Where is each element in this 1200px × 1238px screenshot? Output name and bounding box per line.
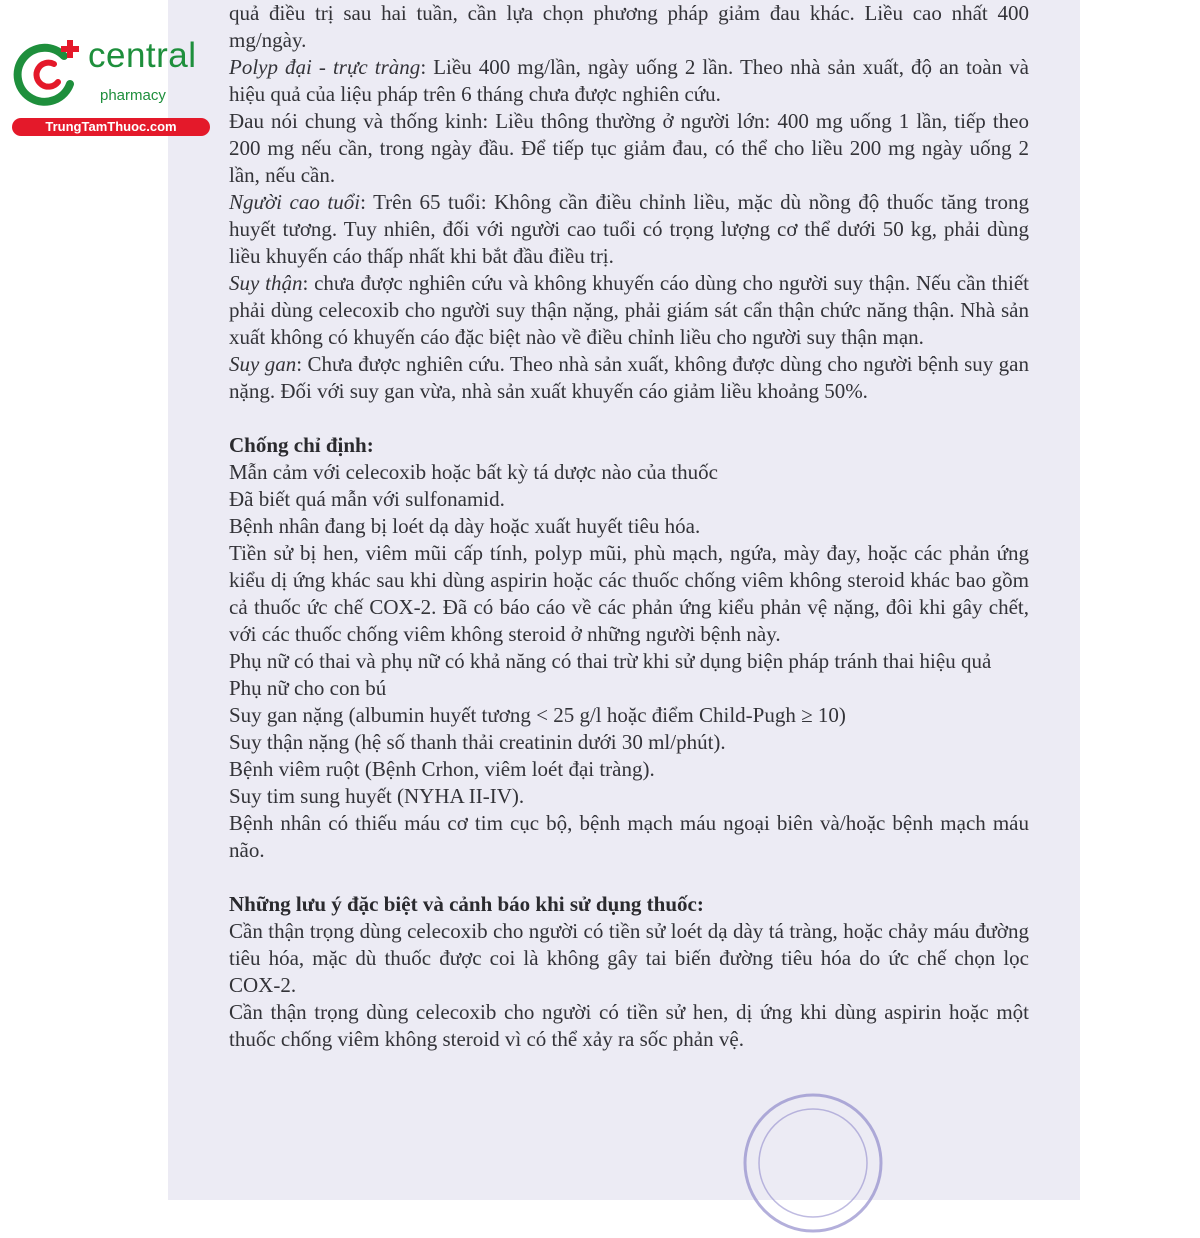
- renal-label: Suy thận: [229, 271, 303, 295]
- contra-item: Đã biết quá mẫn với sulfonamid.: [229, 487, 505, 511]
- contra-item: Mẫn cảm với celecoxib hoặc bất kỳ tá dược nào của thuốc: [229, 460, 718, 484]
- dosage-elderly: [229, 189, 1029, 270]
- contra-item: Suy tim sung huyết (NYHA II-IV).: [229, 784, 525, 808]
- contra-item: Phụ nữ có thai và phụ nữ có khả năng có thai trừ khi sử dụng biện pháp tránh thai hiệu quả: [229, 649, 992, 673]
- dosage-renal: [229, 270, 1029, 351]
- warnings-heading: Những lưu ý đặc biệt và cảnh báo khi sử dụng thuốc:: [229, 892, 704, 916]
- hepatic-text: : Chưa được nghiên cứu. Theo nhà sản xuất, không được dùng cho người bệnh suy gan nặng. Đối với suy gan vừa, nhà sản xuất khuyến cáo giảm liều khoảng 50%.: [229, 352, 1029, 403]
- dosage-continued: quả điều trị sau hai tuần, cần lựa chọn phương pháp giảm đau khác. Liều cao nhất 400 mg/ngày.: [229, 1, 1029, 52]
- logo-name: central: [88, 36, 197, 75]
- logo-site-badge[interactable]: TrungTamThuoc.com: [12, 118, 210, 136]
- dosage-polyp: [229, 54, 1029, 108]
- dosage-hepatic: [229, 351, 1029, 405]
- central-pharmacy-logo[interactable]: [12, 36, 212, 136]
- elderly-label: Người cao tuổi: [229, 190, 361, 214]
- official-stamp: [738, 1088, 888, 1238]
- warning-item: Cần thận trọng dùng celecoxib cho người có tiền sử hen, dị ứng khi dùng aspirin hoặc một thuốc chống viêm không steroid vì có thể xảy ra sốc phản vệ.: [229, 1000, 1029, 1051]
- warning-item: Cần thận trọng dùng celecoxib cho người có tiền sử loét dạ dày tá tràng, hoặc chảy máu đường tiêu hóa, mặc dù thuốc được coi là không gây tai biến đường tiêu hóa do ức chế chọn lọc COX-2.: [229, 919, 1029, 997]
- renal-text: : chưa được nghiên cứu và không khuyến cáo dùng cho người suy thận. Nếu cần thiết phải dùng celecoxib cho người suy thận nặng, phải giám sát cẩn thận chức năng thận. Nhà sản xuất không có khuyến cáo đặc biệt nào về điều chỉnh liều cho người suy thận mạn.: [229, 271, 1030, 349]
- contra-item: Tiền sử bị hen, viêm mũi cấp tính, polyp mũi, phù mạch, ngứa, mày đay, hoặc các phản ứng kiểu dị ứng khác sau khi dùng aspirin hoặc các thuốc chống viêm không steroid khác bao gồm cả thuốc ức chế COX-2. Đã có báo cáo về các phản ứng kiểu phản vệ nặng, đôi khi gây chết, với các thuốc chống viêm không steroid ở những người bệnh này.: [229, 541, 1029, 646]
- contra-item: Bệnh nhân đang bị loét dạ dày hoặc xuất huyết tiêu hóa.: [229, 514, 701, 538]
- contraindications-heading: Chống chỉ định:: [229, 433, 374, 457]
- contra-item: Bệnh nhân có thiếu máu cơ tim cục bộ, bệnh mạch máu ngoại biên và/hoặc bệnh mạch máu não.: [229, 811, 1029, 862]
- polyp-label: Polyp đại - trực tràng: [229, 55, 421, 79]
- elderly-text: : Trên 65 tuổi: Không cần điều chỉnh liều, mặc dù nồng độ thuốc tăng trong huyết tương. Tuy nhiên, đối với người cao tuổi có trọng lượng cơ thể dưới 50 kg, phải dùng liều khuyến cáo thấp nhất khi bắt đầu điều trị.: [229, 190, 1029, 268]
- contra-item: Bệnh viêm ruột (Bệnh Crhon, viêm loét đại tràng).: [229, 757, 655, 781]
- dosage-pain: Đau nói chung và thống kinh: Liều thông thường ở người lớn: 400 mg uống 1 lần, tiếp theo 200 mg nếu cần, trong ngày đầu. Để tiếp tục giảm đau, có thể cho liều 200 mg ngày uống 2 lần, nếu cần.: [229, 109, 1029, 187]
- document-body: [229, 0, 1029, 1053]
- polyp-text: : Liều 400 mg/lần, ngày uống 2 lần. Theo nhà sản xuất, độ an toàn và hiệu quả của liệu pháp trên 6 tháng chưa được nghiên cứu.: [229, 55, 1029, 106]
- contra-item: Phụ nữ cho con bú: [229, 676, 387, 700]
- pharmacy-cross-icon: [12, 38, 82, 108]
- contra-item: Suy thận nặng (hệ số thanh thải creatinin dưới 30 ml/phút).: [229, 730, 726, 754]
- hepatic-label: Suy gan: [229, 352, 297, 376]
- logo-subtitle: pharmacy: [100, 87, 166, 104]
- contra-item: Suy gan nặng (albumin huyết tương < 25 g/l hoặc điểm Child-Pugh ≥ 10): [229, 703, 846, 727]
